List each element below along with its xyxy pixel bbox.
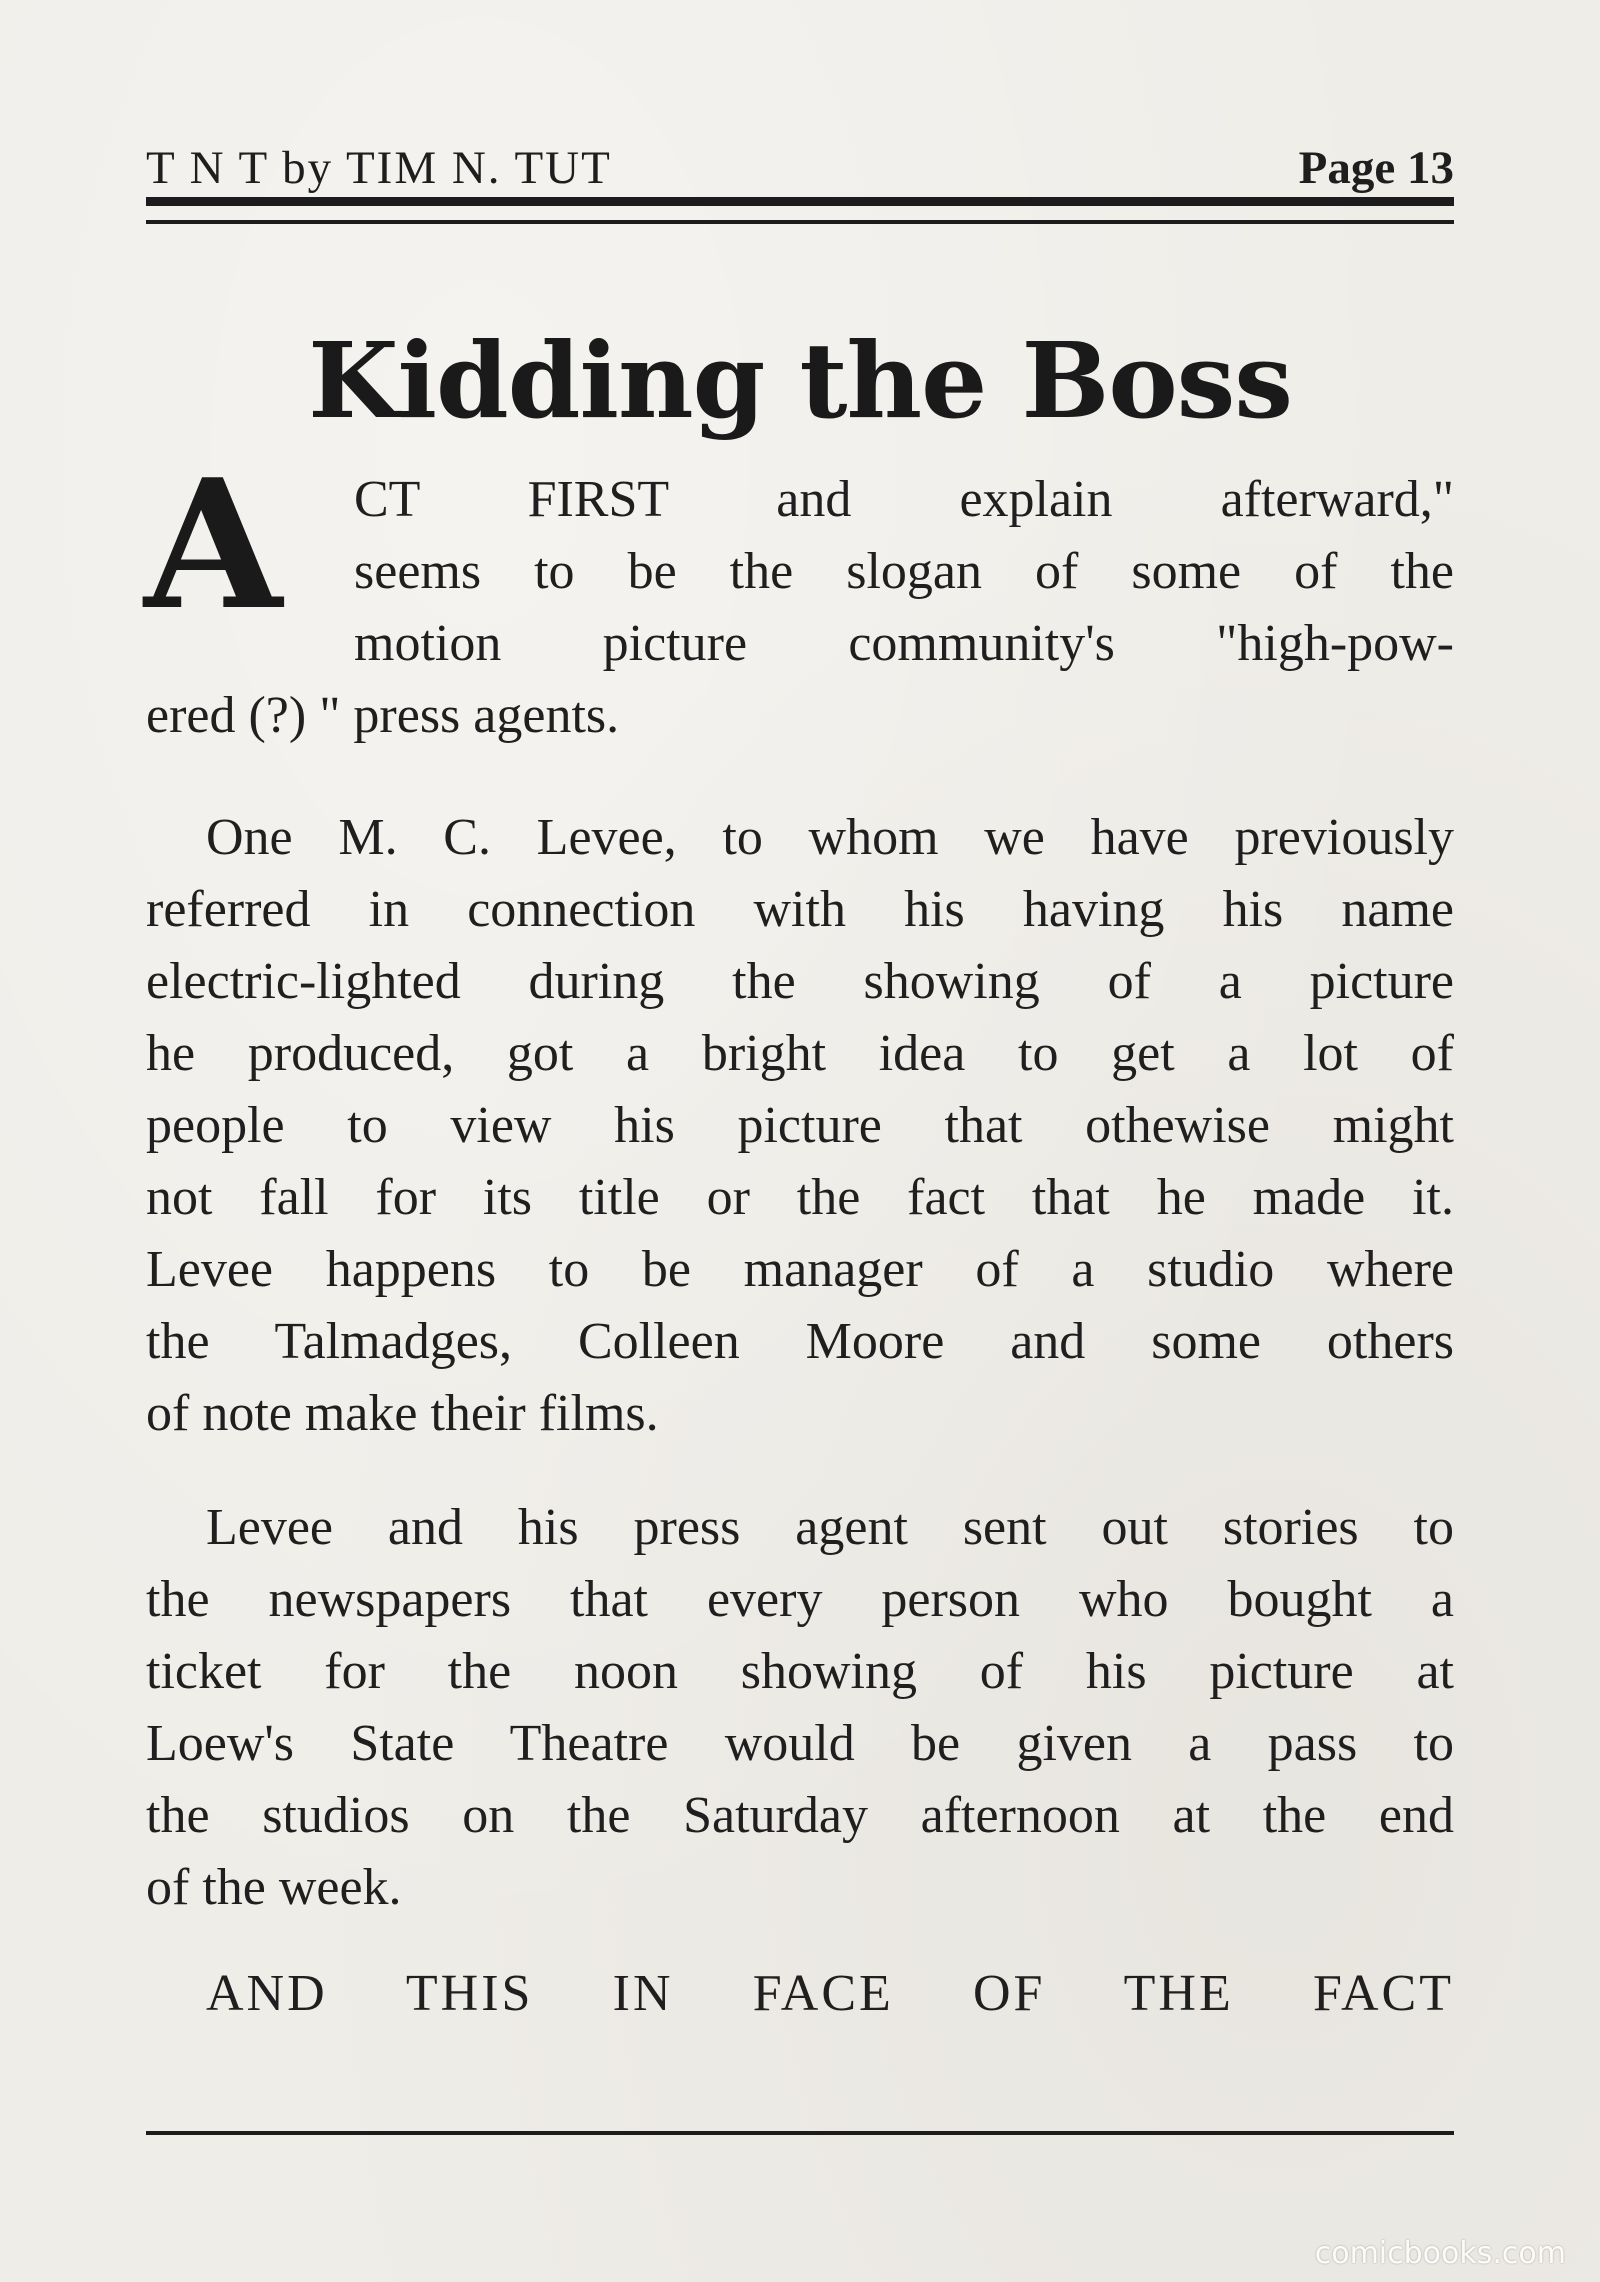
text-line: One M. C. Levee, to whom we have previously: [206, 809, 1454, 866]
text-line: of note make their films.: [146, 1385, 659, 1442]
text-line: ticket for the noon showing of his picture at: [146, 1643, 1454, 1700]
footer-rule: [146, 2131, 1454, 2135]
text-line: motion picture community's "high-pow-: [354, 615, 1454, 672]
running-title: T N T by TIM N. TUT: [146, 142, 612, 194]
running-head: [146, 140, 1454, 196]
text-line: ered (?) " press agents.: [146, 687, 620, 744]
drop-cap: A: [144, 440, 283, 649]
text-line: CT FIRST and explain afterward,": [354, 471, 1454, 528]
watermark: comicbooks.com: [1314, 2236, 1566, 2271]
text-line: the studios on the Saturday afternoon at the end: [146, 1787, 1454, 1844]
paragraph-2: [146, 802, 1454, 1450]
text-line: of the week.: [146, 1859, 402, 1916]
text-line: people to view his picture that othewise might: [146, 1097, 1454, 1154]
text-line: seems to be the slogan of some of the: [354, 543, 1454, 600]
article-title: Kidding the Boss: [308, 319, 1292, 442]
paragraph-4: [146, 1958, 1454, 2030]
page-number: Page 13: [1298, 142, 1454, 194]
text-line: Loew's State Theatre would be given a pass to: [146, 1715, 1454, 1772]
text-line: referred in connection with his having his name: [146, 881, 1454, 938]
header-rule-thin: [146, 220, 1454, 224]
text-line: electric-lighted during the showing of a picture: [146, 953, 1454, 1010]
paragraph-3: [146, 1492, 1454, 1924]
text-line: not fall for its title or the fact that he made it.: [146, 1169, 1454, 1226]
text-line: the Talmadges, Colleen Moore and some others: [146, 1313, 1454, 1370]
text-line: he produced, got a bright idea to get a lot of: [146, 1025, 1454, 1082]
text-line: Levee happens to be manager of a studio where: [146, 1241, 1454, 1298]
text-line: AND THIS IN FACE OF THE FACT: [206, 1965, 1454, 2022]
text-line: Levee and his press agent sent out stories to: [206, 1499, 1454, 1556]
paragraph-1: [144, 440, 1454, 752]
text-line: the newspapers that every person who bought a: [146, 1571, 1454, 1628]
header-rule-thick: [146, 197, 1454, 206]
